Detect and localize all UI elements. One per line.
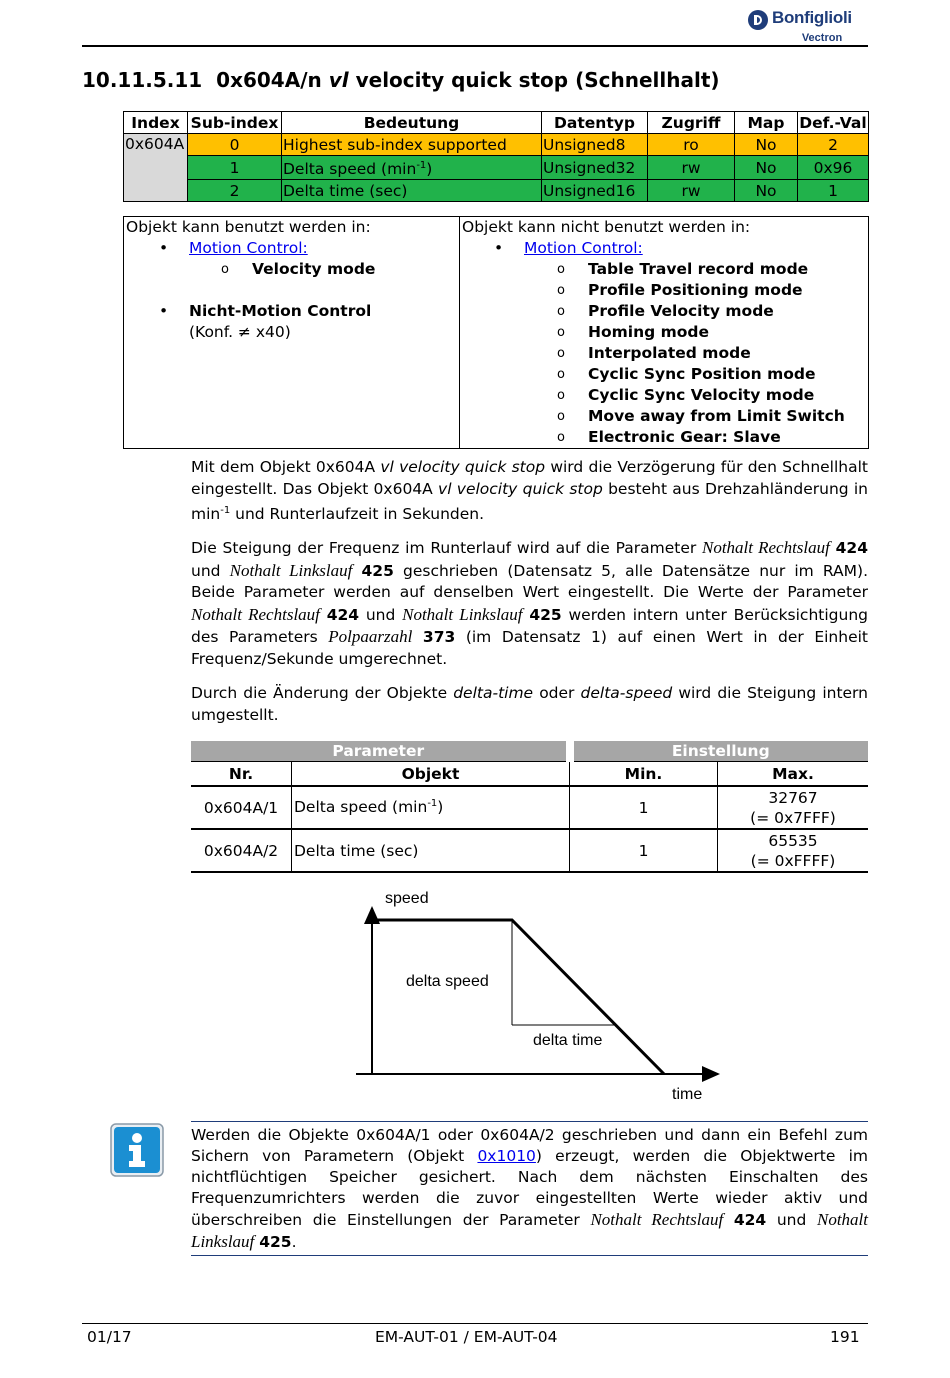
group-einstellung: Einstellung [570, 741, 869, 762]
bonfiglioli-logo [748, 8, 868, 46]
mode-item [462, 343, 868, 364]
non-motion-control: Nicht-Motion Control [189, 302, 372, 320]
meaning-cell: Delta time (sec) [282, 180, 542, 202]
velocity-mode: Velocity mode [252, 260, 376, 278]
info-p2: Nothalt Linkslauf [191, 1210, 868, 1251]
meaning-text-end: ) [426, 160, 433, 179]
max-value: 32767 [768, 788, 818, 807]
circle-bullet-icon: o [557, 346, 565, 361]
type-cell: Unsigned8 [542, 134, 648, 156]
bullet-icon: • [159, 239, 169, 257]
mode-item [462, 259, 868, 280]
p1-c: besteht aus Drehzahländerung in min [191, 479, 868, 524]
access-cell: rw [648, 156, 735, 180]
access-cell: rw [648, 180, 735, 202]
mode-label: Profile Positioning mode [588, 281, 803, 299]
section-name: velocity quick stop (Schnellhalt) [355, 68, 720, 92]
p2-b: und [191, 561, 230, 580]
footer-doc: EM-AUT-01 / EM-AUT-04 [375, 1328, 558, 1346]
p2-p2: Nothalt Linkslauf [229, 560, 353, 580]
mode-label: Cyclic Sync Position mode [588, 365, 816, 383]
max-value: 65535 [768, 831, 818, 850]
info-icon [110, 1123, 164, 1177]
mode-item [462, 322, 868, 343]
paragraph-3 [191, 683, 868, 726]
col-defval: Def.-Val [799, 113, 867, 132]
col-map: Map [735, 112, 798, 134]
mode-label: Homing mode [588, 323, 710, 341]
p1-d: und Runterlaufzeit in Sekunden. [230, 505, 485, 524]
circle-bullet-icon: o [557, 325, 565, 340]
paragraph-2 [191, 537, 868, 670]
p1-b: wird die Verzögerung für den Schnellhalt eingestellt. Das Objekt 0x604A [191, 458, 868, 498]
max-hex: (= 0xFFFF) [750, 851, 836, 870]
p2-p3: Nothalt Rechtslauf [191, 604, 320, 624]
object-table-header [124, 112, 869, 134]
max-hex: (= 0x7FFF) [750, 808, 836, 827]
col-min: Min. [570, 762, 718, 787]
circle-bullet-icon: o [557, 304, 565, 319]
usage-box [123, 216, 869, 449]
def-cell: 0x96 [798, 156, 869, 180]
motion-control-link[interactable]: Motion Control: [189, 239, 308, 257]
time-label: time [672, 1086, 703, 1103]
delta-speed-label: delta speed [406, 973, 489, 990]
meaning-cell: Highest sub-index supported [282, 134, 542, 156]
obj-text: Delta speed (min [294, 798, 428, 817]
mode-item [462, 364, 868, 385]
p2-n1: 424 [835, 539, 868, 557]
circle-bullet-icon: o [557, 388, 565, 403]
group-parameter: Parameter [191, 741, 570, 762]
usage-allowed-title: Objekt kann benutzt werden in: [126, 218, 371, 236]
circle-bullet-icon: o [557, 430, 565, 445]
mode-item [462, 427, 868, 448]
section-code: 0x604A/n [216, 68, 322, 92]
obj-text-end: ) [437, 798, 444, 817]
p2-c: geschrieben (Datensatz 5, alle Datensätze nur im RAM). Beide Parameter werden auf denselben Wert eingestellt. Die Werte der Parameter [191, 561, 868, 601]
mode-label: Electronic Gear: Slave [588, 428, 781, 446]
usage-not-allowed-title: Objekt kann nicht benutzt werden in: [462, 218, 751, 236]
col-zugriff: Zugriff [648, 112, 735, 134]
p2-n4: 425 [529, 605, 562, 624]
mode-label: Move away from Limit Switch [588, 407, 845, 425]
sub-cell: 0 [188, 134, 282, 156]
obj-sup: -1 [427, 798, 438, 810]
max-cell [718, 829, 869, 872]
p1-i2: vl velocity quick stop [438, 479, 603, 498]
circle-bullet-icon: o [557, 367, 565, 382]
mode-label: Table Travel record mode [588, 260, 809, 278]
p3-i2: delta-speed [580, 684, 673, 702]
logo-sub: Vectron [801, 32, 843, 44]
min-cell: 1 [570, 786, 718, 829]
p1-sup: -1 [220, 505, 231, 516]
mode-label: Profile Velocity mode [588, 302, 774, 320]
p2-p5: Polpaarzahl [328, 627, 413, 646]
map-cell: No [735, 156, 798, 180]
table-row [191, 786, 868, 829]
mode-item [462, 301, 868, 322]
meaning-sup: -1 [416, 160, 427, 171]
p2-e: werden intern unter Berücksichtigung des Parameters [191, 605, 868, 646]
access-cell: ro [648, 134, 735, 156]
footer-rule [82, 1323, 868, 1324]
def-cell: 2 [798, 134, 869, 156]
info-n2: 425 [259, 1233, 292, 1251]
info-b: ) erzeugt, werden die Objektwerte im nichtflüchtigen Speicher gesichert. Nach dem nächsten Einschalten des Frequenzumrichters werden die zuvor eingestellten Werte wieder aktiv und überschreiben die Einstellungen der Parameter [191, 1147, 868, 1229]
param-group-header [191, 741, 868, 762]
p1-a: Mit dem Objekt 0x604A [191, 458, 381, 476]
p2-n3: 424 [326, 605, 360, 624]
p3-a: Durch die Änderung der Objekte [191, 684, 454, 702]
table-row [191, 829, 868, 872]
mode-item [462, 406, 868, 427]
map-cell: No [735, 180, 798, 202]
p2-p4: Nothalt Linkslauf [402, 604, 523, 624]
nr-cell: 0x604A/2 [191, 829, 292, 872]
col-bedeutung: Bedeutung [282, 112, 542, 134]
type-cell: Unsigned32 [542, 156, 648, 180]
map-cell: No [735, 134, 798, 156]
table-row [124, 134, 869, 156]
col-nr: Nr. [191, 762, 292, 787]
index-cell: 0x604A [124, 134, 188, 202]
info-p1: Nothalt Rechtslauf [590, 1210, 724, 1229]
info-d: . [291, 1233, 297, 1251]
speed-curve [372, 920, 664, 1074]
circle-bullet-icon: o [221, 262, 229, 277]
info-note [191, 1121, 868, 1256]
info-c: und [766, 1211, 817, 1229]
p2-p1: Nothalt Rechtslauf [702, 538, 830, 557]
obj-cell [292, 786, 570, 829]
max-cell [718, 786, 869, 829]
speed-time-diagram [340, 880, 740, 1115]
circle-bullet-icon: o [557, 283, 565, 298]
table-row [124, 156, 869, 180]
bullet-icon: • [494, 239, 504, 257]
col-objekt: Objekt [292, 762, 570, 787]
p2-n5: 373 [422, 628, 456, 646]
section-number: 10.11.5.11 [82, 68, 203, 92]
mode-item [462, 280, 868, 301]
footer-page: 191 [830, 1328, 860, 1346]
header-rule [82, 45, 868, 47]
p3-b: oder [533, 684, 581, 702]
section-title [82, 68, 720, 92]
def-cell: 1 [798, 180, 869, 202]
sub-cell: 2 [188, 180, 282, 202]
konf-note: (Konf. ≠ x40) [189, 323, 291, 341]
p2-d: und [359, 605, 403, 624]
logo-mark-icon [748, 10, 768, 30]
p1-i1: vl velocity quick stop [380, 458, 546, 476]
footer-date: 01/17 [87, 1328, 132, 1346]
min-cell: 1 [570, 829, 718, 872]
p3-i1: delta-time [453, 684, 534, 702]
col-datentyp: Datentyp [542, 112, 648, 134]
mode-item [462, 385, 868, 406]
col-subindex: Sub-index [188, 112, 282, 134]
p3-c: wird die Steigung intern umgestellt. [191, 684, 868, 724]
sub-cell: 1 [188, 156, 282, 180]
parameter-table [191, 741, 868, 873]
meaning-text: Delta speed (min [283, 160, 417, 179]
paragraph-1 [191, 457, 868, 526]
p2-a: Die Steigung der Frequenz im Runterlauf wird auf die Parameter [191, 539, 702, 557]
object-table [123, 111, 869, 202]
motion-control-link[interactable]: Motion Control: [524, 239, 643, 257]
p2-n2: 425 [361, 561, 394, 580]
nr-cell: 0x604A/1 [191, 786, 292, 829]
mode-label: Cyclic Sync Velocity mode [588, 386, 815, 404]
param-col-header [191, 762, 868, 787]
mode-label: Interpolated mode [588, 344, 751, 362]
p2-f: (im Datensatz 1) auf einen Wert in der Einheit Frequenz/Sekunde umgerechnet. [191, 628, 868, 668]
table-row [124, 180, 869, 202]
circle-bullet-icon: o [557, 262, 565, 277]
meaning-cell [282, 156, 542, 180]
obj-cell: Delta time (sec) [292, 829, 570, 872]
circle-bullet-icon: o [557, 409, 565, 424]
info-a: Werden die Objekte 0x604A/1 oder 0x604A/2 geschrieben und dann ein Befehl zum Sichern von Parametern (Objekt [191, 1126, 868, 1165]
delta-time-label: delta time [533, 1032, 603, 1049]
section-vl: vl [328, 68, 349, 92]
object-0x1010-link[interactable]: 0x1010 [477, 1147, 536, 1165]
col-index: Index [124, 112, 188, 134]
speed-label: speed [385, 890, 429, 907]
usage-allowed [126, 217, 456, 343]
mode-list [462, 259, 868, 448]
bullet-icon: • [159, 302, 169, 320]
info-n1: 424 [733, 1211, 767, 1229]
usage-not-allowed [459, 217, 868, 448]
col-max: Max. [718, 762, 869, 787]
type-cell: Unsigned16 [542, 180, 648, 202]
logo-brand: Bonfiglioli [772, 8, 852, 27]
